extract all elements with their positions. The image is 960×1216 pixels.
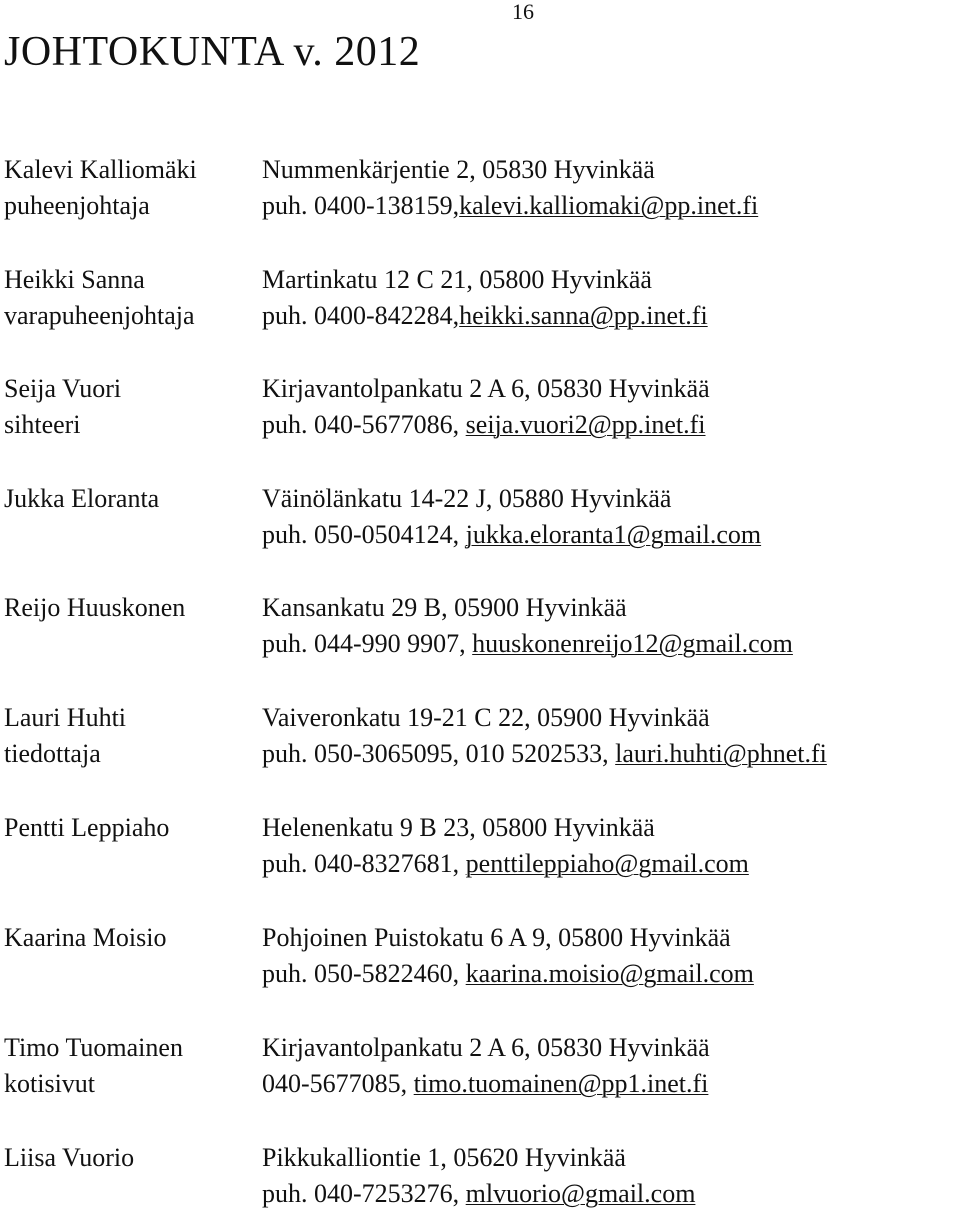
- member-role: tiedottaja: [4, 739, 101, 768]
- member-contact: [262, 152, 960, 224]
- member-role: kotisivut: [4, 1069, 96, 1098]
- member-phone-line: [262, 188, 960, 224]
- member-email-link[interactable]: timo.tuomainen@pp1.inet.fi: [413, 1069, 709, 1098]
- member-phone-line: [262, 1066, 960, 1102]
- member-phone: puh. 044-990 9907,: [262, 629, 473, 658]
- member-phone-line: [262, 846, 960, 882]
- member-identity: [4, 481, 254, 517]
- member-contact: [262, 810, 960, 882]
- member-contact: [262, 590, 960, 662]
- member-phone: 040-5677085,: [262, 1069, 414, 1098]
- member-address: Kansankatu 29 B, 05900 Hyvinkää: [262, 593, 627, 622]
- member-identity: [4, 920, 254, 956]
- member-phone: puh. 050-3065095, 010 5202533,: [262, 739, 616, 768]
- member-contact: [262, 1140, 960, 1212]
- member-identity: [4, 810, 254, 846]
- member-email-link[interactable]: kaarina.moisio@gmail.com: [465, 959, 754, 988]
- member-name: Lauri Huhti: [4, 703, 127, 732]
- member-name: Kalevi Kalliomäki: [4, 155, 197, 184]
- member-email-link[interactable]: jukka.eloranta1@gmail.com: [465, 520, 762, 549]
- member-phone-line: [262, 736, 960, 772]
- member-phone-line: [262, 298, 960, 334]
- member-name: Timo Tuomainen: [4, 1033, 183, 1062]
- member-address: Kirjavantolpankatu 2 A 6, 05830 Hyvinkää: [262, 374, 710, 403]
- member-address: Martinkatu 12 C 21, 05800 Hyvinkää: [262, 265, 652, 294]
- member-email-link[interactable]: penttileppiaho@gmail.com: [465, 849, 749, 878]
- member-identity: [4, 152, 254, 224]
- member-identity: [4, 262, 254, 334]
- member-name: Liisa Vuorio: [4, 1143, 135, 1172]
- member-email-link[interactable]: heikki.sanna@pp.inet.fi: [459, 301, 708, 330]
- member-email-link[interactable]: huuskonenreijo12@gmail.com: [472, 629, 793, 658]
- member-email-link[interactable]: lauri.huhti@phnet.fi: [615, 739, 827, 768]
- page-title: JOHTOKUNTA v. 2012: [4, 29, 421, 75]
- member-contact: [262, 1030, 960, 1102]
- member-identity: [4, 700, 254, 772]
- member-address: Pikkukalliontie 1, 05620 Hyvinkää: [262, 1143, 626, 1172]
- member-address: Nummenkärjentie 2, 05830 Hyvinkää: [262, 155, 655, 184]
- member-email-link[interactable]: seija.vuori2@pp.inet.fi: [465, 410, 706, 439]
- member-phone-line: [262, 517, 960, 553]
- member-phone: puh. 040-7253276,: [262, 1179, 466, 1208]
- member-contact: [262, 700, 960, 772]
- page-number: 16: [512, 0, 534, 24]
- member-phone-line: [262, 626, 960, 662]
- member-name: Kaarina Moisio: [4, 923, 167, 952]
- member-phone: puh. 040-5677086,: [262, 410, 466, 439]
- member-contact: [262, 371, 960, 443]
- member-contact: [262, 262, 960, 334]
- member-phone: puh. 040-8327681,: [262, 849, 466, 878]
- member-address: Väinölänkatu 14-22 J, 05880 Hyvinkää: [262, 484, 672, 513]
- member-contact: [262, 481, 960, 553]
- member-address: Kirjavantolpankatu 2 A 6, 05830 Hyvinkää: [262, 1033, 710, 1062]
- member-identity: [4, 1140, 254, 1176]
- member-email-link[interactable]: mlvuorio@gmail.com: [465, 1179, 696, 1208]
- member-email-link[interactable]: kalevi.kalliomaki@pp.inet.fi: [459, 191, 759, 220]
- member-identity: [4, 1030, 254, 1102]
- member-address: Helenenkatu 9 B 23, 05800 Hyvinkää: [262, 813, 655, 842]
- member-identity: [4, 590, 254, 626]
- member-phone-line: [262, 1176, 960, 1212]
- member-phone-line: [262, 407, 960, 443]
- member-phone-line: [262, 956, 960, 992]
- member-phone: puh. 050-0504124,: [262, 520, 466, 549]
- member-name: Heikki Sanna: [4, 265, 145, 294]
- member-address: Vaiveronkatu 19-21 C 22, 05900 Hyvinkää: [262, 703, 710, 732]
- member-phone: puh. 0400-842284,: [262, 301, 460, 330]
- member-name: Jukka Eloranta: [4, 484, 160, 513]
- member-name: Seija Vuori: [4, 374, 122, 403]
- member-phone: puh. 050-5822460,: [262, 959, 466, 988]
- member-identity: [4, 371, 254, 443]
- member-address: Pohjoinen Puistokatu 6 A 9, 05800 Hyvinkää: [262, 923, 731, 952]
- member-role: varapuheenjohtaja: [4, 301, 195, 330]
- member-phone: puh. 0400-138159,: [262, 191, 460, 220]
- member-contact: [262, 920, 960, 992]
- member-name: Pentti Leppiaho: [4, 813, 170, 842]
- member-role: sihteeri: [4, 410, 81, 439]
- member-name: Reijo Huuskonen: [4, 593, 186, 622]
- member-role: puheenjohtaja: [4, 191, 150, 220]
